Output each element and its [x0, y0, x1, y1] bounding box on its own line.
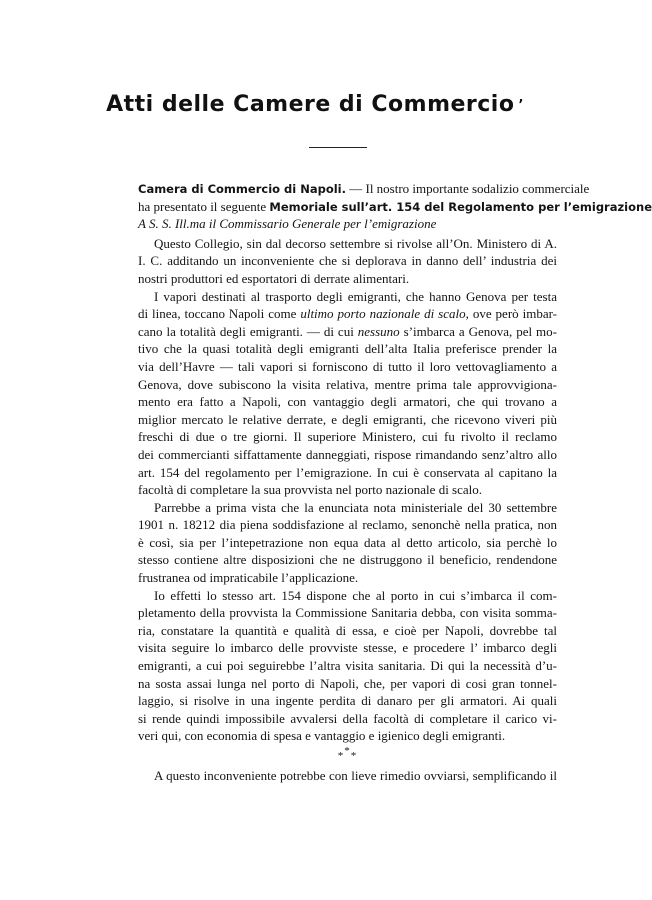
paragraph-2-line: freschi di due o tre giorni. Il superiore Ministero, cui fu rivolto il reclamo: [138, 429, 557, 445]
paragraph-1-line: nostri produttori ed esportatori di derrate alimentari.: [138, 270, 410, 286]
paragraph-4-line: laggio, si risolve in una ingente perdita di danaro per gli armatori. Ai quali: [138, 693, 557, 709]
paragraph-3-line: è così, sia per l’intepetrazione non equa data al detto articolo, sia perchè lo: [138, 534, 557, 550]
paragraph-3-line: frustranea od impraticabile l’applicazione.: [138, 570, 359, 586]
title-divider: [309, 147, 367, 148]
paragraph-4-line: emigranti, a cui poi seguirebbe l’altra visita sanitaria. Di qui la necessità d’u-: [138, 658, 557, 674]
title-mark: ’: [518, 97, 524, 113]
paragraph-4-line: si rende quindi impossibile avvalersi della facoltà di completare il carico vi-: [138, 710, 557, 726]
paragraph-1-line: Questo Collegio, sin dal decorso settembre si rivolse all’On. Ministero di A.: [154, 235, 557, 251]
paragraph-2-line: di linea, toccano Napoli come ultimo porto nazionale di scalo, ove però imbar-: [138, 306, 557, 322]
intro-line-2: ha presentato il seguente Memoriale sull’art. 154 del Regolamento per l’emigrazione: [138, 198, 652, 214]
section-separator: ***: [337, 745, 358, 762]
paragraph-3-line: 1901 n. 18212 dia piena soddisfazione al reclamo, senonchè nella pratica, non: [138, 517, 557, 533]
paragraph-1-line: I. C. additando un inconveniente che si deplorava in danno dell’ industria dei: [138, 253, 557, 269]
intro-line-3: A S. S. Ill.ma il Commissario Generale per l’emigrazione: [138, 216, 437, 232]
page-title: [0, 92, 630, 117]
paragraph-4-line: veri qui, con economia di spesa e vantaggio e igienico degli emigranti.: [138, 728, 506, 744]
paragraph-2-line: miglior mercato le relative derrate, e degli emigranti, che ricevono viveri più: [138, 411, 557, 427]
title-text: Atti delle Camere di Commercio: [106, 92, 515, 117]
article-body: [138, 180, 652, 785]
paragraph-5-line: A questo inconveniente potrebbe con lieve rimedio ovviarsi, semplificando il: [154, 768, 557, 783]
paragraph-4-line: ria, constatare la quantità e qualità di essa, e cioè per Napoli, dovrebbe tal: [138, 622, 557, 638]
intro-line-1: Camera di Commercio di Napoli. — Il nostro importante sodalizio commerciale: [138, 181, 590, 196]
paragraph-2-line: via dell’Havre — tali vapori si forniscono di tutto il loro vettovagliamento a: [138, 358, 557, 374]
paragraph-3-line: Parrebbe a prima vista che la enunciata nota ministeriale del 30 settembre: [154, 499, 557, 515]
paragraph-2-line: Genova, dove subiscono la visita relativa, mentre prima tale approvvigiona-: [138, 376, 557, 392]
paragraph-3-line: stesso contiene altre disposizioni che ne distruggono il beneficio, rendendone: [138, 552, 557, 568]
paragraph-4-line: Io effetti lo stesso art. 154 dispone che al porto in cui s’imbarca il com-: [154, 587, 557, 603]
paragraph-2-line: mento era fatto a Napoli, con vantaggio degli armatori, che qui trovano a: [138, 394, 557, 410]
paragraph-4-line: pletamento della provvista la Commissione Sanitaria debba, con visita somma-: [138, 605, 557, 621]
paragraph-4-line: na sosta assai lunga nel porto di Napoli, che, per vapori di cosi gran tonnel-: [138, 675, 557, 691]
paragraph-2-line: art. 154 del regolamento per l’emigrazione. In cui è conservata al capitano la: [138, 464, 557, 480]
paragraph-2-line: cano la totalità degli emigranti. — di cui nessuno s’imbarca a Genova, pel mo-: [138, 323, 558, 339]
paragraph-2-line: tivo che la quasi totalità degli emigranti dell’alta Italia preferisce prender la: [138, 341, 557, 357]
memoriale-title: Memoriale sull’art. 154 del Regolamento per l’emigrazione: [269, 199, 652, 214]
paragraph-2-line: I vapori destinati al trasporto degli emigranti, che hanno Genova per testa: [154, 288, 557, 304]
paragraph-4-line: visita seguire lo imbarco delle provviste stesse, e procedere l’ imbarco degli: [138, 640, 557, 656]
intro-heading: Camera di Commercio di Napoli.: [138, 182, 346, 196]
paragraph-2-line: facoltà di completare la sua provvista nel porto nazionale di scalo.: [138, 482, 483, 498]
paragraph-2-line: dei commercianti siffattamente danneggiati, rispose rimandando senz’altro allo: [138, 446, 557, 462]
